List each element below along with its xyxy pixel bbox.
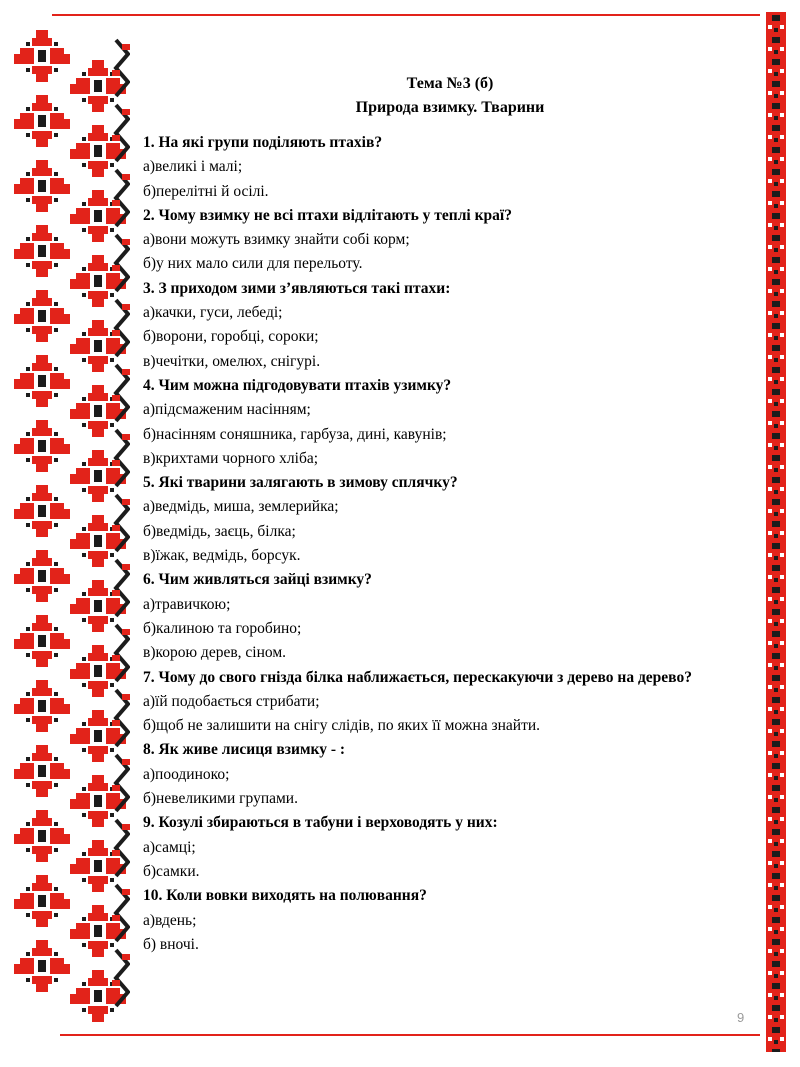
answer-option: а)ведмідь, миша, землерийка; [143,498,339,516]
embroidery-ornament-left [12,20,130,1040]
question-block [143,131,743,204]
question-3: 3. З приходом зими з’являються такі птахи: [143,279,451,297]
question-2: 2. Чому взимку не всі птахи відлітають у теплі краї? [143,206,512,224]
answer-option: б)у них мало сили для перельоту. [143,255,363,273]
question-block [143,471,743,568]
top-border-line [52,14,760,16]
answer-option: а)їй подобається стрибати; [143,692,320,710]
answer-option: б)перелітні й осілі. [143,182,269,200]
answer-option: а)поодиноко; [143,765,230,783]
ornament-column [14,30,130,1022]
answer-option: в)крихтами чорного хліба; [143,449,319,467]
question-block [143,738,743,811]
question-block [143,811,743,884]
quiz-content [143,131,743,957]
question-8: 8. Як живе лисиця взимку - : [143,741,346,759]
answer-option: а)травичкою; [143,595,231,613]
answer-option: б)калиною та горобино; [143,619,302,637]
topic-label: Тема №3 (б) [406,75,494,92]
bottom-border-line [60,1034,760,1036]
question-1: 1. На які групи поділяють птахів? [143,134,383,151]
answer-option: в)чечітки, омелюх, снігурі. [143,352,321,370]
answer-option: б)самки. [143,862,200,880]
page-number: 9 [737,1010,745,1025]
question-9: 9. Козулі збираються в табуни і верховодять у них: [143,814,498,832]
question-5: 5. Які тварини залягають в зимову сплячку? [143,474,458,492]
answer-option: а)великі і малі; [143,158,243,176]
answer-option: б)щоб не залишити на снігу слідів, по яких її можна знайти. [143,717,541,735]
embroidery-ornament-right [766,12,786,1052]
answer-option: в)корою дерев, сіном. [143,644,287,662]
question-block [143,374,743,471]
answer-option: б)ведмідь, заєць, білка; [143,522,296,540]
question-4: 4. Чим можна підгодовувати птахів узимку? [143,376,452,394]
question-block [143,666,743,739]
answer-option: б)ворони, горобці, сороки; [143,328,319,346]
question-block [143,277,743,374]
answer-option: б) вночі. [143,935,199,953]
answer-option: а)вдень; [143,911,197,929]
answer-option: а)самці; [143,838,196,856]
answer-option: а)качки, гуси, лебеді; [143,304,283,322]
answer-option: б)насінням соняшника, гарбуза, дині, кавунів; [143,425,447,443]
question-6: 6. Чим живляться зайці взимку? [143,571,372,589]
question-block [143,568,743,665]
answer-option: в)їжак, ведмідь, борсук. [143,547,301,565]
header [320,72,580,120]
answer-option: а)вони можуть взимку знайти собі корм; [143,231,410,249]
question-10: 10. Коли вовки виходять на полювання? [143,887,427,905]
answer-option: б)невеликими групами. [143,790,298,808]
page-title: Природа взимку. Тварини [355,99,545,116]
question-block [143,204,743,277]
question-block [143,884,743,957]
answer-option: а)підсмаженим насінням; [143,401,311,419]
question-7: 7. Чому до свого гнізда білка наближається, перескакуючи з дерево на дерево? [143,668,692,686]
